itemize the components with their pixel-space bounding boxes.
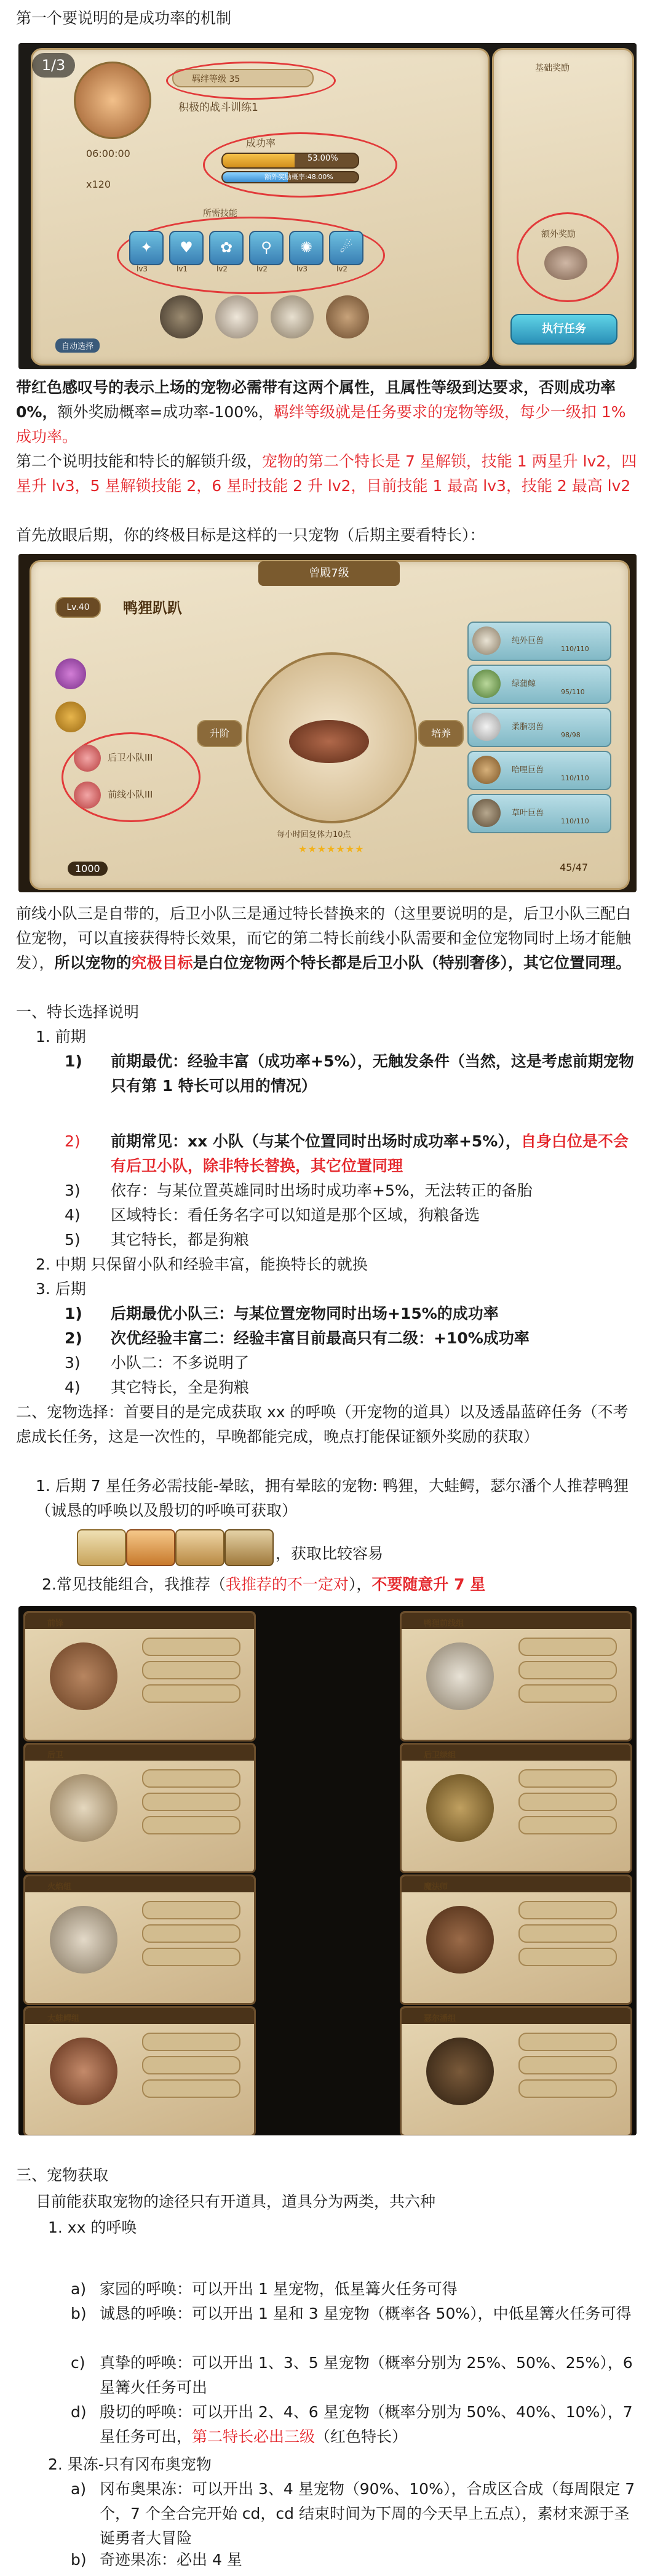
- tile-title: 魔法师: [424, 1882, 448, 1892]
- skills-label: 所需技能: [203, 209, 237, 218]
- success-value: 53.00%: [308, 154, 338, 163]
- outline-item: 2. 中期 只保留小队和经验丰富，能换特长的就换: [36, 1255, 368, 1273]
- outline-item: 其它特长，全是狗粮: [111, 1378, 250, 1396]
- skill-icon: ⚲: [249, 231, 284, 265]
- text-normal: ），: [348, 1575, 372, 1593]
- intro-line: 第一个要说明的是成功率的机制: [16, 9, 232, 27]
- section-2-title: 二、宠物选择：首要目的是完成获取 xx 的呼唤（开宠物的道具）以及透晶蓝碎任务（不考虑成长任务，这是一次性的，早晚都能完成，晚点打能保证额外奖励的获取）: [16, 1403, 629, 1446]
- outline-item: 1. 前期: [36, 1028, 86, 1046]
- combo-tile: [23, 2006, 256, 2135]
- combo-tile: [23, 1874, 256, 2005]
- skill-level: lv2: [336, 265, 348, 273]
- skill-icon: ♥: [169, 231, 204, 265]
- card-value: 110/110: [561, 774, 589, 782]
- highlight-ellipse: [166, 62, 336, 100]
- card-value: 110/110: [561, 645, 589, 653]
- skill-level: lv3: [137, 265, 148, 273]
- card-label: 柔脂羽兽: [512, 722, 544, 732]
- outline-item: 奇迹果冻：必出 4 星: [100, 2551, 242, 2569]
- auto-select-button[interactable]: 自动选择: [55, 338, 100, 353]
- section-3-intro: 目前能获取宠物的途径只有开道具，道具分为两类，共六种: [36, 2193, 436, 2210]
- paragraph-success-rules: [16, 375, 637, 449]
- pet-sprite: [289, 720, 369, 763]
- outline-item: 依存：与某位置英雄同时出场时成功率+5%，无法转正的备胎: [111, 1182, 533, 1199]
- upgrade-button[interactable]: 升阶: [197, 720, 242, 747]
- outline-item: 真挚的呼唤：可以开出 1、3、5 星宠物（概率分别为 25%、50%、25%），6 星篝火任务可出: [100, 2354, 633, 2396]
- skill-level: lv2: [256, 265, 268, 273]
- mission-name: 积极的战斗训练1: [178, 102, 258, 114]
- page-indicator: 1/3: [32, 53, 75, 78]
- trait-icon: [74, 782, 101, 809]
- outline-item: 后期最优小队三：与某位置宠物同时出场+15%的成功率: [111, 1305, 499, 1322]
- eager-call-item-icon: [126, 1529, 175, 1566]
- combo-tile: [400, 2006, 632, 2135]
- execute-mission-button[interactable]: 执行任务: [510, 314, 617, 345]
- list-number: 3): [65, 1182, 81, 1199]
- list-letter: a): [71, 2480, 87, 2498]
- pet-slot[interactable]: [271, 295, 314, 338]
- card-value: 95/110: [561, 688, 585, 696]
- outline-item: 1. 后期 7 星任务必需技能-晕眩，拥有晕眩的宠物: 鸭狸，大蛙鳄，瑟尔潘个人推荐鸭狸（诚恳的呼唤以及殷切的呼唤可获取）: [36, 1477, 629, 1519]
- text-bold: 带红色感叹号的表示上场的宠物必需带有这两个属性，且属性等级到达要求，否则成功率 0%，: [16, 378, 616, 421]
- outline-item: 家园的呼唤：可以开出 1 星宠物，低星篝火任务可得: [100, 2280, 458, 2298]
- exp-hint: 每小时回复体力10点: [277, 830, 351, 839]
- tile-title: 后卫绿组: [424, 1751, 456, 1760]
- trait-back: 后卫小队III: [108, 752, 153, 763]
- skill-level: lv2: [216, 265, 228, 273]
- skill-icon: ✿: [209, 231, 244, 265]
- outline-item: 其它特长，都是狗粮: [111, 1231, 250, 1249]
- text-red-bold: 自身白位是不会有后卫小队，除非特长替换，其它位置同理: [111, 1132, 629, 1175]
- card-value: 110/110: [561, 817, 589, 825]
- card-label: 绿蒲鲸: [512, 679, 536, 689]
- tile-title: 火焰组: [47, 1882, 72, 1892]
- skill-icon: [55, 658, 86, 689]
- paragraph-ultimate-goal: 首先放眼后期，你的终极目标是这样的一只宠物（后期主要看特长）：: [16, 526, 485, 544]
- trait-front: 前线小队III: [108, 789, 153, 800]
- outline-item: 2. 果冻-只有冈布奥宠物: [48, 2455, 212, 2473]
- level-badge: Lv.40: [55, 597, 101, 618]
- outline-item: 区域特长：看任务名字可以知道是那个区域，狗粮备选: [111, 1206, 480, 1224]
- sincere-call-item-icon: [77, 1529, 126, 1566]
- section-3-title: 三、宠物获取: [16, 2166, 109, 2184]
- reward-item: [544, 246, 587, 280]
- tile-title: 前锋: [47, 1619, 64, 1628]
- list-number: 2): [65, 1132, 81, 1150]
- list-letter: d): [71, 2403, 87, 2421]
- combo-tile: [23, 1611, 256, 1742]
- skill-icon: ✦: [129, 231, 164, 265]
- text-red: 宠物的第二个特长是 7 星解锁，技能 1 两星升 lv2，四星升 lv3，5 星解锁技能 2，6 星时技能 2 升 lv2，目前技能 1 最高 lv3，技能 2 最高 lv2: [16, 452, 637, 495]
- outline-item: [42, 1572, 635, 1597]
- pet-card[interactable]: [467, 751, 611, 790]
- paragraph-ultimate-explanation: [16, 902, 637, 975]
- star-rating: ★★★★★★★: [298, 843, 365, 855]
- outline-item: [111, 1129, 637, 1178]
- outline-item: 诚恳的呼唤：可以开出 1 星和 3 星宠物（概率各 50%），中低星篝火任务可得: [100, 2305, 632, 2322]
- skill-icon: ✺: [289, 231, 324, 265]
- list-number: 4): [65, 1378, 81, 1396]
- pet-portrait: [74, 62, 151, 139]
- call-item-icon: [175, 1529, 224, 1566]
- combo-tile: [23, 1743, 256, 1873]
- list-number: 5): [65, 1231, 81, 1249]
- pet-slot[interactable]: [160, 295, 203, 338]
- text-normal: （红色特长）: [315, 2428, 408, 2446]
- text-bold: 是白位宠物两个特长都是后卫小队（特别奢侈），其它位置同理。: [193, 954, 632, 972]
- mission-cost: x120: [86, 178, 111, 190]
- list-number: 4): [65, 1206, 81, 1224]
- text-normal: 前线小队三是自带的，后卫小队三是通过特长替换来的（这里要说明的是，后卫小队三配白位宠物，可以直接获得特长效果，而它的第二特长前线小队需要和金位宠物同时上场才能触发），: [16, 905, 632, 972]
- header-title: 曾殿7级: [258, 561, 400, 586]
- text-red: 我推荐的不一定对: [225, 1575, 349, 1593]
- card-value: 98/98: [561, 731, 581, 739]
- list-number: 2): [65, 1329, 82, 1347]
- text-red-bold: 究极目标: [131, 954, 193, 972]
- screenshot-pet-detail: [18, 554, 637, 892]
- outline-item: 次优经验丰富二：经验丰富目前最高只有二级：+10%成功率: [111, 1329, 530, 1347]
- pet-card[interactable]: [467, 622, 611, 661]
- paragraph-unlock-rules: [16, 449, 637, 498]
- call-item-icon: [224, 1529, 274, 1566]
- text-red: 羁绊等级就是任务要求的宠物等级，每少一级扣 1%成功率。: [16, 403, 626, 446]
- pet-name: 鸭狸趴趴: [123, 599, 182, 617]
- pet-card[interactable]: [467, 665, 611, 704]
- extra-reward-label: 额外奖励: [541, 230, 576, 239]
- text-normal: 额外奖励概率=成功率-100%，: [57, 403, 274, 421]
- list-letter: b): [71, 2305, 87, 2322]
- highlight-ellipse: [203, 132, 397, 198]
- outline-item: 1. xx 的呼唤: [48, 2218, 137, 2236]
- tile-title: 后卫: [47, 1751, 64, 1760]
- base-reward-label: 基础奖励: [535, 63, 570, 73]
- card-label: 哈哩巨兽: [512, 766, 544, 775]
- card-label: 草叶巨兽: [512, 809, 544, 818]
- skill-icon: [55, 702, 86, 732]
- outline-item: 冈布奥果冻：可以开出 3、4 星宠物（90%、10%），合成区合成（每周限定 7 个，7 个全合完开始 cd，cd 结束时间为下周的今天早上五点），素材来源于圣诞勇者大冒险: [100, 2480, 635, 2547]
- text-bold: 所以宠物的: [54, 954, 132, 972]
- list-number: 3): [65, 1354, 81, 1372]
- tile-title: 瑟尔潘组: [424, 2014, 456, 2023]
- outline-item: [100, 2400, 637, 2449]
- text-bold: 前期常见：xx 小队（与某个位置同时出场时成功率+5%），: [111, 1132, 521, 1150]
- combo-tile: [400, 1611, 632, 1742]
- screenshot-skill-combos: [18, 1606, 637, 2135]
- combo-tile: [400, 1874, 632, 2005]
- outline-item-tail: ，获取比较容易: [276, 1545, 384, 1562]
- page-count: 45/47: [560, 862, 589, 873]
- list-letter: c): [71, 2354, 85, 2372]
- list-letter: a): [71, 2280, 87, 2298]
- text-red: 第二特长必出三级: [192, 2428, 316, 2446]
- mission-time: 06:00:00: [86, 148, 130, 159]
- pet-card[interactable]: [467, 708, 611, 747]
- pet-slot[interactable]: [326, 295, 369, 338]
- card-label: 纯外巨兽: [512, 636, 544, 646]
- coin-count: 1000: [68, 862, 108, 876]
- list-number: 1): [65, 1305, 82, 1322]
- outline-item: 3. 后期: [36, 1280, 86, 1298]
- pet-slot[interactable]: [215, 295, 258, 338]
- train-button[interactable]: 培养: [418, 720, 464, 747]
- extra-chance: 额外奖励概率:48.00%: [264, 173, 333, 181]
- success-label: 成功率: [246, 137, 276, 149]
- skill-level: lv1: [177, 265, 188, 273]
- trait-icon: [74, 745, 101, 772]
- screenshot-success-rate: [18, 43, 637, 369]
- tile-title: 鸭狸前线组: [424, 1619, 464, 1628]
- list-number: 1): [65, 1052, 82, 1070]
- outline-item: 小队二：不多说明了: [111, 1354, 250, 1372]
- pet-card[interactable]: [467, 794, 611, 833]
- combo-tile: [400, 1743, 632, 1873]
- rank-badge: 羁绊等级 35: [172, 69, 314, 87]
- text-normal: 殷切的呼唤：可以开出 2、4、6 星宠物（概率分别为 50%、40%、10%），7 星任务可出，: [100, 2403, 633, 2446]
- tile-title: 大蛙鳄组: [47, 2014, 80, 2023]
- text-normal: 第二个说明技能和特长的解锁升级，: [16, 452, 263, 470]
- section-1-title: 一、特长选择说明: [16, 1003, 140, 1021]
- list-letter: b): [71, 2551, 87, 2569]
- outline-item: 前期最优：经验丰富（成功率+5%），无触发条件（当然，这是考虑前期宠物只有第 1 特长可以用的情况）: [111, 1052, 634, 1095]
- text-normal: 2.常见技能组合，我推荐（: [42, 1575, 226, 1593]
- text-red-bold: 不要随意升 7 星: [371, 1575, 486, 1593]
- skill-level: lv3: [296, 265, 308, 273]
- skill-icon: ☄: [329, 231, 363, 265]
